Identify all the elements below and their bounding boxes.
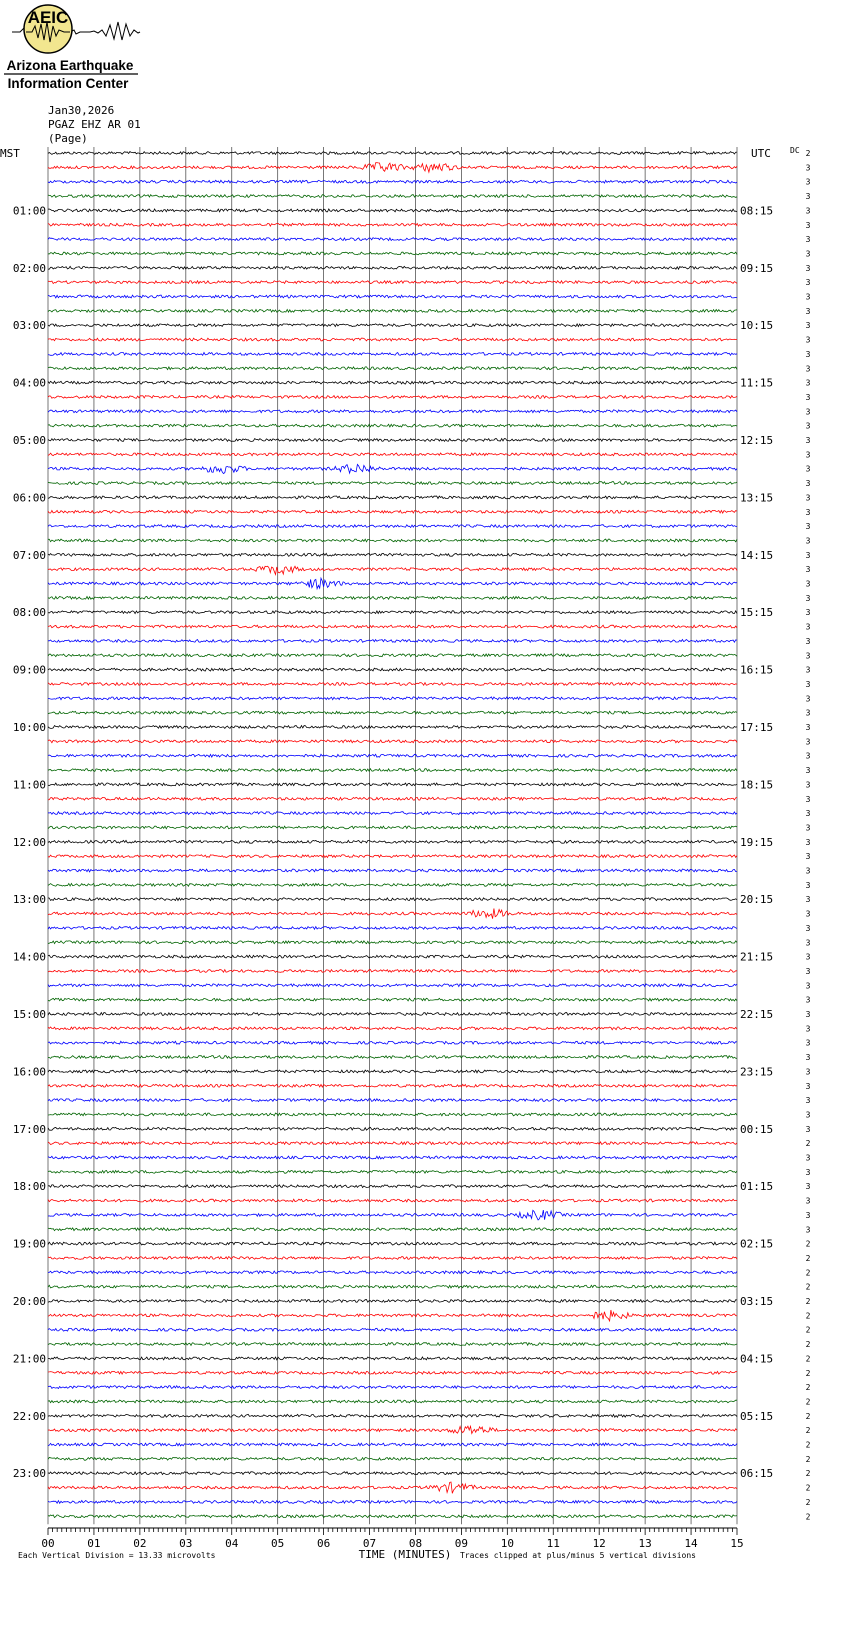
seismic-trace: [48, 1199, 737, 1202]
seismic-trace: [48, 984, 737, 987]
logo-initials: AEIC: [27, 8, 69, 27]
seismic-trace: [48, 1285, 737, 1288]
dc-offset-label: 3: [805, 823, 811, 833]
dc-offset-label: 2: [805, 1440, 811, 1450]
dc-offset-label: 3: [805, 751, 811, 761]
dc-offset-label: 3: [805, 737, 811, 747]
dc-offset-label: 3: [805, 235, 811, 245]
dc-offset-label: 3: [805, 1167, 811, 1177]
mst-hour-label: 16:00: [12, 1065, 46, 1079]
time-tick-label: 05: [271, 1537, 285, 1550]
dc-offset-label: 3: [805, 1081, 811, 1091]
dc-offset-label: 2: [805, 1340, 811, 1350]
seismic-trace: [48, 1171, 737, 1174]
dc-offset-label: 2: [805, 1512, 811, 1522]
seismic-trace: [48, 970, 737, 973]
dc-offset-label: 2: [805, 1139, 811, 1149]
dc-offset-label: 3: [805, 436, 811, 445]
mst-hour-label: 02:00: [12, 261, 46, 275]
utc-hour-label: 04:15: [740, 1352, 774, 1366]
time-tick-label: 12: [592, 1537, 606, 1550]
seismic-trace: [48, 152, 737, 155]
seismic-trace: [48, 410, 737, 413]
seismic-trace: [48, 769, 737, 772]
seismic-trace: [48, 1013, 737, 1016]
utc-hour-label: 19:15: [740, 835, 774, 849]
time-tick-label: 11: [546, 1537, 560, 1550]
dc-offset-label: 2: [805, 1497, 811, 1507]
seismic-trace: [48, 1357, 737, 1360]
dc-offset-label: 3: [805, 837, 811, 847]
seismic-trace: [48, 998, 737, 1001]
dc-offset-label: 3: [805, 206, 811, 216]
utc-hour-label: 03:15: [740, 1295, 774, 1308]
seismic-trace: [48, 1185, 737, 1188]
seismic-trace: [48, 812, 737, 815]
dc-offset-label: 3: [805, 622, 811, 632]
seismic-trace: [48, 238, 737, 241]
dc-offset-label: 3: [805, 708, 811, 718]
seismic-trace: [48, 783, 737, 786]
time-tick-label: 03: [179, 1537, 193, 1550]
seismic-trace: [48, 611, 737, 614]
dc-offset-label: 3: [805, 665, 811, 675]
utc-hour-label: 16:15: [740, 663, 774, 677]
utc-hour-label: 05:15: [740, 1409, 774, 1423]
mst-hour-label: 20:00: [12, 1295, 46, 1308]
seismic-trace: [48, 1228, 737, 1231]
seismic-trace: [48, 654, 737, 657]
utc-hour-label: 10:15: [740, 319, 774, 333]
seismic-trace: [48, 1056, 737, 1059]
dc-offset-label: 2: [805, 1454, 811, 1464]
dc-offset-label: 3: [805, 1010, 811, 1019]
seismic-trace: [48, 1426, 737, 1433]
seismic-trace: [48, 1343, 737, 1346]
seismic-trace: [48, 1084, 737, 1087]
time-tick-label: 14: [684, 1537, 698, 1550]
seismic-trace: [48, 840, 737, 843]
dc-offset-label: 2: [805, 1297, 811, 1306]
utc-hour-label: 18:15: [740, 778, 774, 792]
dc-offset-label: 3: [805, 809, 811, 819]
dc-offset-label: 3: [805, 220, 811, 230]
dc-offset-label: 2: [805, 1239, 811, 1249]
mst-hour-label: 21:00: [12, 1352, 46, 1366]
dc-offset-label: 3: [805, 407, 811, 417]
dc-offset-label: 2: [805, 1253, 811, 1263]
mst-hour-label: 23:00: [12, 1467, 46, 1481]
dc-offset-label: 3: [805, 1182, 811, 1192]
seismic-trace: [48, 1386, 737, 1389]
vertical-division-note: Each Vertical Division = 13.33 microvolts: [18, 1551, 216, 1560]
seismic-trace: [48, 381, 737, 384]
time-tick-label: 08: [408, 1537, 423, 1550]
seismic-trace: [48, 496, 737, 499]
utc-hour-label: 12:15: [740, 434, 774, 447]
mst-hour-label: 08:00: [12, 606, 46, 620]
mst-axis-label: MST: [0, 147, 20, 160]
dc-offset-label: 3: [805, 192, 811, 202]
utc-hour-label: 01:15: [740, 1180, 774, 1194]
seismic-trace: [48, 209, 737, 212]
mst-hour-label: 07:00: [12, 548, 46, 562]
dc-offset-label: 3: [805, 292, 811, 302]
mst-hour-label: 19:00: [12, 1237, 46, 1251]
seismic-trace: [48, 510, 737, 513]
seismic-trace: [48, 955, 737, 958]
header-page: (Page): [48, 132, 88, 145]
seismic-trace: [48, 223, 737, 226]
dc-offset-label: 3: [805, 1225, 811, 1235]
dc-offset-label: 2: [805, 1311, 811, 1321]
dc-offset-label: 3: [805, 794, 811, 804]
seismic-trace: [48, 668, 737, 671]
seismic-trace: [48, 797, 737, 800]
seismic-trace: [48, 1271, 737, 1274]
mst-hour-label: 05:00: [12, 434, 46, 447]
seismic-trace: [48, 464, 737, 473]
dc-offset-label: 3: [805, 1196, 811, 1206]
dc-offset-label: 3: [805, 952, 811, 962]
dc-offset-label: 3: [805, 694, 811, 704]
seismic-trace: [48, 1443, 737, 1446]
seismic-trace: [48, 754, 737, 757]
dc-offset-label: 3: [805, 880, 811, 890]
seismic-trace: [48, 1300, 737, 1303]
dc-offset-label: 3: [805, 263, 811, 273]
seismic-trace: [48, 252, 737, 255]
logo-line2: Information Center: [7, 76, 129, 91]
dc-offset-label: 3: [805, 177, 811, 187]
seismic-trace: [48, 281, 737, 284]
utc-axis-label: UTC: [751, 147, 771, 160]
dc-offset-label: 3: [805, 392, 811, 402]
utc-hour-label: 09:15: [740, 261, 774, 275]
dc-offset-label: 3: [805, 852, 811, 862]
utc-hour-label: 21:15: [740, 950, 774, 964]
mst-hour-label: 09:00: [12, 663, 46, 677]
seismic-trace: [48, 826, 737, 829]
mst-hour-label: 12:00: [12, 835, 46, 849]
seismic-trace: [48, 697, 737, 700]
seismic-trace: [48, 1113, 737, 1116]
seismic-trace: [48, 539, 737, 542]
time-tick-label: 09: [454, 1537, 469, 1550]
utc-hour-label: 20:15: [740, 893, 774, 907]
seismic-trace: [48, 525, 737, 528]
seismic-trace: [48, 266, 737, 269]
seismic-trace: [48, 295, 737, 298]
time-tick-label: 15: [730, 1537, 744, 1550]
dc-offset-label: 3: [805, 981, 811, 991]
dc-offset-label: 2: [805, 1354, 811, 1364]
dc-offset-label: 3: [805, 593, 811, 603]
seismic-trace: [48, 1414, 737, 1417]
dc-offset-label: 3: [805, 378, 811, 388]
dc-offset-label: 3: [805, 866, 811, 876]
seismic-trace: [48, 1310, 737, 1321]
dc-offset-label: 3: [805, 723, 811, 732]
mst-hour-label: 10:00: [12, 721, 46, 734]
utc-hour-label: 22:15: [740, 1008, 774, 1021]
seismic-trace: [48, 898, 737, 901]
seismic-trace: [48, 1371, 737, 1374]
mst-hour-label: 06:00: [12, 491, 46, 505]
time-tick-label: 10: [500, 1537, 514, 1550]
dc-offset-label: 3: [805, 608, 811, 618]
seismic-trace: [48, 396, 737, 399]
dc-offset-label: 3: [805, 522, 811, 532]
dc-offset-label: 3: [805, 479, 811, 489]
dc-offset-label: 2: [805, 1383, 811, 1393]
dc-offset-label: 3: [805, 335, 811, 345]
dc-offset-label: 3: [805, 464, 811, 474]
dc-offset-label: 3: [805, 1210, 811, 1220]
seismic-trace: [48, 884, 737, 887]
seismic-trace: [48, 740, 737, 743]
utc-hour-label: 02:15: [740, 1237, 774, 1251]
dc-offset-label: 3: [805, 909, 811, 919]
seismic-trace: [48, 1472, 737, 1475]
seismic-trace: [48, 869, 737, 872]
seismic-trace: [48, 941, 737, 944]
dc-offset-label: 2: [805, 1282, 811, 1292]
time-tick-label: 04: [225, 1537, 239, 1550]
logo-line1: Arizona Earthquake: [6, 58, 134, 73]
seismic-trace: [48, 1127, 737, 1130]
dc-offset-label: 2: [805, 1426, 811, 1436]
dc-offset-label: 3: [805, 995, 811, 1005]
utc-hour-label: 14:15: [740, 548, 774, 562]
dc-offset-label: 3: [805, 450, 811, 460]
seismic-trace: [48, 324, 737, 327]
seismic-trace: [48, 1515, 737, 1518]
utc-hour-label: 08:15: [740, 204, 774, 218]
seismic-trace: [48, 1501, 737, 1504]
time-tick-label: 07: [362, 1537, 377, 1550]
mst-hour-label: 18:00: [12, 1180, 46, 1194]
dc-offset-label: 2: [805, 1411, 811, 1421]
dc-offset-label: 3: [805, 1110, 811, 1120]
mst-hour-label: 17:00: [12, 1122, 46, 1136]
dc-offset-label: 3: [805, 579, 811, 589]
seismic-trace: [48, 1210, 737, 1220]
utc-hour-label: 17:15: [740, 721, 774, 734]
dc-offset-label: 3: [805, 780, 811, 790]
seismic-trace: [48, 1156, 737, 1159]
dc-offset-label: 3: [805, 364, 811, 374]
dc-offset-label: 3: [805, 565, 811, 575]
dc-offset-label: 3: [805, 278, 811, 288]
dc-offset-label: 3: [805, 493, 811, 503]
dc-offset-label: 3: [805, 536, 811, 546]
dc-column-label: DC: [790, 146, 800, 155]
seismic-trace: [48, 1328, 737, 1331]
dc-offset-label: 3: [805, 1153, 811, 1163]
time-tick-label: 06: [316, 1537, 331, 1550]
seismic-trace: [48, 1099, 737, 1102]
seismic-trace: [48, 683, 737, 686]
mst-hour-label: 14:00: [12, 950, 46, 964]
utc-hour-label: 00:15: [740, 1122, 774, 1136]
utc-hour-label: 11:15: [740, 376, 774, 390]
seismic-trace: [48, 439, 737, 442]
mst-hour-label: 03:00: [12, 319, 46, 333]
dc-offset-label: 3: [805, 550, 811, 560]
time-tick-label: 13: [638, 1537, 652, 1550]
seismic-trace: [48, 566, 737, 574]
seismic-trace: [48, 927, 737, 930]
seismic-trace: [48, 640, 737, 643]
dc-offset-label: 3: [805, 1124, 811, 1134]
seismic-trace: [48, 367, 737, 370]
utc-hour-label: 15:15: [740, 606, 774, 620]
dc-offset-label: 2: [805, 1397, 811, 1407]
utc-hour-label: 06:15: [740, 1467, 774, 1481]
time-tick-label: 01: [87, 1537, 101, 1550]
seismic-trace: [48, 1400, 737, 1403]
seismic-trace: [48, 1242, 737, 1245]
mst-hour-label: 22:00: [12, 1409, 46, 1423]
dc-offset-label: 3: [805, 651, 811, 661]
seismic-trace: [48, 482, 737, 485]
seismic-trace: [48, 424, 737, 427]
seismic-trace: [48, 1142, 737, 1145]
dc-offset-label: 3: [805, 966, 811, 976]
seismic-trace: [48, 553, 737, 556]
time-tick-label: 00: [41, 1537, 55, 1550]
dc-offset-label: 3: [805, 421, 811, 431]
seismic-trace: [48, 1070, 737, 1073]
seismic-trace: [48, 597, 737, 600]
dc-offset-label: 2: [805, 1325, 811, 1335]
dc-offset-label: 3: [805, 349, 811, 359]
mst-hour-label: 15:00: [12, 1008, 46, 1021]
seismic-trace: [48, 711, 737, 714]
dc-offset-label: 3: [805, 321, 811, 331]
dc-offset-label: 2: [805, 1268, 811, 1278]
seismic-trace: [48, 195, 737, 198]
dc-offset-label: 3: [805, 1096, 811, 1106]
dc-offset-label: 3: [805, 163, 811, 173]
header-date: Jan30,2026: [48, 104, 115, 117]
seismic-trace: [48, 1458, 737, 1461]
mst-hour-label: 13:00: [12, 893, 46, 907]
dc-offset-label: 2: [805, 1368, 811, 1378]
dc-offset-label: 3: [805, 1038, 811, 1048]
seismic-trace: [48, 726, 737, 729]
dc-offset-label: 3: [805, 306, 811, 316]
dc-offset-label: 3: [805, 679, 811, 689]
seismic-trace: [48, 353, 737, 356]
dc-offset-label: 3: [805, 938, 811, 948]
dc-offset-label: 2: [805, 1483, 811, 1493]
dc-offset-label: 3: [805, 507, 811, 517]
seismic-trace: [48, 909, 737, 919]
dc-offset-label: 3: [805, 636, 811, 646]
seismic-trace: [48, 1041, 737, 1044]
mst-hour-label: 04:00: [12, 376, 46, 390]
dc-offset-label: 3: [805, 1053, 811, 1063]
seismic-trace: [48, 338, 737, 341]
seismic-trace: [48, 1027, 737, 1030]
seismic-trace: [48, 163, 737, 173]
utc-hour-label: 23:15: [740, 1065, 774, 1079]
seismic-trace: [48, 1482, 737, 1493]
seismic-trace: [48, 578, 737, 589]
dc-offset-label: 3: [805, 923, 811, 933]
mst-hour-label: 01:00: [12, 204, 46, 218]
dc-offset-label: 3: [805, 1067, 811, 1077]
dc-offset-label: 3: [805, 766, 811, 776]
dc-offset-label: 3: [805, 1024, 811, 1034]
time-tick-label: 02: [133, 1537, 147, 1550]
dc-offset-label: 3: [805, 895, 811, 905]
seismic-trace: [48, 1257, 737, 1260]
seismic-trace: [48, 310, 737, 313]
dc-offset-label: 2: [805, 1469, 811, 1479]
dc-offset-label: 2: [805, 149, 811, 158]
clip-note: Traces clipped at plus/minus 5 vertical divisions: [459, 1551, 697, 1560]
seismic-trace: [48, 625, 737, 628]
seismic-trace: [48, 180, 737, 183]
time-axis-title: TIME (MINUTES): [358, 1548, 452, 1561]
dc-offset-label: 3: [805, 249, 811, 259]
utc-hour-label: 13:15: [740, 491, 774, 505]
header-station: PGAZ EHZ AR 01: [48, 118, 141, 131]
seismic-trace: [48, 855, 737, 858]
seismic-trace: [48, 453, 737, 456]
mst-hour-label: 11:00: [12, 778, 46, 792]
